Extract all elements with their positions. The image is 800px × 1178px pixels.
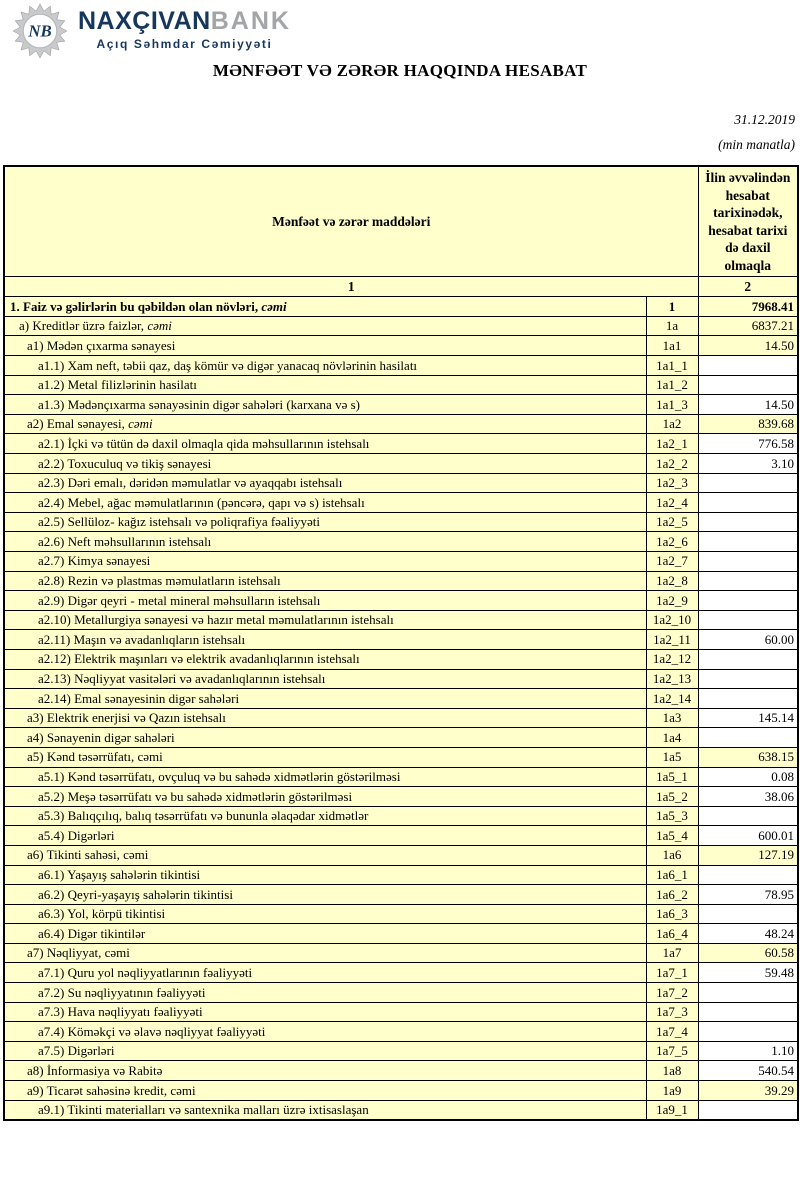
row-value-cell [698,591,798,611]
row-label: a2.7) Kimya sənayesi [38,553,151,569]
row-code-cell: 1a5 [646,747,698,767]
table-row [4,356,798,376]
table-row [4,943,798,963]
row-label-cell [4,571,646,591]
row-label-cell [4,1061,646,1081]
row-label: a6) Tikinti sahəsi, cəmi [27,847,149,863]
row-label: a7.5) Digərləri [38,1043,115,1059]
bank-logo-emblem-icon [12,3,68,59]
value-column-header: İlin əvvəlindən hesabat tarixinədək, hesabat tarixi də daxil olmaqla [698,166,798,277]
table-row [4,493,798,513]
table-row [4,904,798,924]
row-label-cell [4,885,646,905]
row-value-cell [698,571,798,591]
row-value-cell [698,493,798,513]
page-title: MƏNFƏƏT VƏ ZƏRƏR HAQQINDA HESABAT [212,61,588,80]
row-label: a7.2) Su nəqliyyatının fəaliyyəti [38,984,206,1000]
table-row [4,630,798,650]
table-row [4,473,798,493]
table-body [4,297,798,1120]
row-code-cell: 1a5_4 [646,826,698,846]
table-row [4,845,798,865]
row-label: a9.1) Tikinti materialları və santexnika malları üzrə ixtisaslaşan [38,1101,369,1117]
row-label: a1.1) Xam neft, təbii qaz, daş kömür və digər yanacaq növlərinin hasilatı [38,357,418,373]
table-row [4,983,798,1003]
row-label-cell [4,943,646,963]
row-value-cell [698,375,798,395]
row-value-cell: 14.50 [698,336,798,356]
table-row [4,689,798,709]
report-meta [718,113,795,153]
row-value-cell: 60.00 [698,630,798,650]
table-row [4,806,798,826]
value-column-number: 2 [698,277,798,297]
row-label: a7.3) Hava nəqliyyatı fəaliyyəti [38,1004,203,1020]
table-row [4,454,798,474]
row-label: a2.6) Neft məhsullarının istehsalı [38,533,212,549]
row-code-cell: 1a1_3 [646,395,698,415]
row-code-cell: 1a2_6 [646,532,698,552]
row-code-cell: 1a6 [646,845,698,865]
table-row [4,1022,798,1042]
row-label-cell [4,512,646,532]
row-label-cell [4,375,646,395]
row-label-cell [4,395,646,415]
row-value-cell [698,1002,798,1022]
row-label: a2.4) Mebel, ağac məmulatlarının (pəncərə, qapı və s) istehsalı [38,494,365,510]
table-row [4,963,798,983]
row-code-cell: 1a7_5 [646,1041,698,1061]
row-code-cell: 1a1_2 [646,375,698,395]
row-label-cell [4,865,646,885]
row-label: a4) Sənayenin digər sahələri [27,729,175,745]
table-row [4,1041,798,1061]
row-label-cell [4,414,646,434]
row-label-cell [4,454,646,474]
row-label-cell [4,1041,646,1061]
row-code-cell: 1a3 [646,708,698,728]
row-value-cell: 839.68 [698,414,798,434]
row-code-cell: 1a2_4 [646,493,698,513]
bank-wordmark [78,9,291,34]
row-code-cell: 1a8 [646,1061,698,1081]
table-row [4,787,798,807]
row-value-cell [698,512,798,532]
table-row [4,1081,798,1101]
row-value-cell [698,806,798,826]
table-row [4,571,798,591]
row-value-cell [698,669,798,689]
row-code-cell: 1a2_8 [646,571,698,591]
profit-loss-table [3,165,799,1121]
row-code-cell: 1a2_1 [646,434,698,454]
table-row [4,434,798,454]
row-value-cell [698,1022,798,1042]
row-label-cell [4,728,646,748]
row-value-cell: 0.08 [698,767,798,787]
row-code-cell: 1 [646,297,698,317]
row-value-cell: 145.14 [698,708,798,728]
row-label: a2.3) Dəri emalı, dəridən məmulatlar və ayaqqabı istehsalı [38,475,343,491]
row-label-cell [4,316,646,336]
row-value-cell [698,649,798,669]
table-row [4,708,798,728]
row-label-cell [4,473,646,493]
row-label-cell [4,493,646,513]
row-label-cell [4,983,646,1003]
row-value-cell: 39.29 [698,1081,798,1101]
row-label-cell [4,806,646,826]
table-row [4,512,798,532]
row-value-cell [698,1100,798,1120]
table-row [4,532,798,552]
row-value-cell: 59.48 [698,963,798,983]
table-row [4,336,798,356]
row-value-cell [698,552,798,572]
row-value-cell [698,689,798,709]
row-value-cell: 14.50 [698,395,798,415]
row-code-cell: 1a2_7 [646,552,698,572]
header-row-labels [4,166,798,277]
row-value-cell: 776.58 [698,434,798,454]
row-code-cell: 1a2 [646,414,698,434]
row-code-cell: 1a1 [646,336,698,356]
row-code-cell: 1a5_1 [646,767,698,787]
row-label-cell [4,845,646,865]
row-label-cell [4,610,646,630]
row-code-cell: 1a2_10 [646,610,698,630]
row-label-total-suffix: cəmi [128,416,153,432]
row-label: a8) İnformasiya və Rabitə [27,1062,163,1078]
row-value-cell: 540.54 [698,1061,798,1081]
row-value-cell: 6837.21 [698,316,798,336]
row-value-cell: 48.24 [698,924,798,944]
table-row [4,591,798,611]
row-label: a6.2) Qeyri-yaşayış sahələrin tikintisi [38,886,233,902]
row-label: a5) Kənd təsərrüfatı, cəmi [27,749,163,765]
row-code-cell: 1a2_2 [646,454,698,474]
table-row [4,316,798,336]
row-label: a5.4) Digərləri [38,827,115,843]
row-code-cell: 1a9 [646,1081,698,1101]
row-label-cell [4,708,646,728]
table-row [4,728,798,748]
row-label-cell [4,747,646,767]
bank-logo [12,3,291,59]
row-value-cell [698,473,798,493]
row-code-cell: 1a6_4 [646,924,698,944]
row-label-cell [4,1002,646,1022]
table-row [4,1002,798,1022]
row-label: a2.12) Elektrik maşınları və elektrik avadanlıqlarının istehsalı [38,651,360,667]
row-label-cell [4,630,646,650]
row-code-cell: 1a7_2 [646,983,698,1003]
row-label: 1. Faiz və gəlirlərin bu qəbildən olan növləri, [10,298,262,314]
table-row [4,747,798,767]
row-code-cell: 1a2_5 [646,512,698,532]
row-label-total-suffix: cəmi [261,298,287,314]
row-label-cell [4,689,646,709]
row-code-cell: 1a5_3 [646,806,698,826]
row-value-cell: 600.01 [698,826,798,846]
row-value-cell: 78.95 [698,885,798,905]
items-column-header: Mənfəət və zərər maddələri [4,166,698,277]
row-label-cell [4,787,646,807]
row-label: a7.1) Quru yol nəqliyyatlarının fəaliyyəti [38,964,253,980]
row-code-cell: 1a2_12 [646,649,698,669]
row-value-cell [698,610,798,630]
row-code-cell: 1a2_13 [646,669,698,689]
table-row [4,1100,798,1120]
header-row-numbers [4,277,798,297]
table-row [4,395,798,415]
unit-note: (min manatla) [718,136,795,152]
table-row [4,924,798,944]
row-label-cell [4,336,646,356]
table-header [4,166,798,297]
row-value-cell [698,532,798,552]
row-label-cell [4,924,646,944]
row-label: a3) Elektrik enerjisi və Qazın istehsalı [27,710,226,726]
row-label-cell [4,904,646,924]
row-value-cell: 60.58 [698,943,798,963]
row-label: a1) Mədən çıxarma sənayesi [27,337,176,353]
table-row [4,885,798,905]
row-code-cell: 1a [646,316,698,336]
row-label: a1.3) Mədənçıxarma sənayəsinin digər sahələri (karxana və s) [38,396,360,412]
row-label-cell [4,591,646,611]
row-label: a2.9) Digər qeyri - metal mineral məhsulların istehsalı [38,592,321,608]
row-label-cell [4,649,646,669]
row-value-cell: 38.06 [698,787,798,807]
row-value-cell [698,356,798,376]
row-value-cell [698,865,798,885]
table-row [4,1061,798,1081]
row-label-cell [4,1100,646,1120]
row-code-cell: 1a4 [646,728,698,748]
row-code-cell: 1a7_3 [646,1002,698,1022]
row-label-cell [4,963,646,983]
row-label-cell [4,297,646,317]
row-label: a2.8) Rezin və plastmas məmulatların istehsalı [38,573,281,589]
table-row [4,649,798,669]
bank-logo-text [78,3,291,51]
row-label-cell [4,1022,646,1042]
bank-monogram: NB [28,21,52,41]
table-row [4,375,798,395]
bank-name-primary: NAXÇIVAN [78,7,211,35]
row-code-cell: 1a2_9 [646,591,698,611]
table-row [4,669,798,689]
row-label: a2.13) Nəqliyyat vasitələri və avadanlıqlarının istehsalı [38,671,326,687]
row-code-cell: 1a6_1 [646,865,698,885]
table-row [4,414,798,434]
row-code-cell: 1a2_11 [646,630,698,650]
row-value-cell [698,904,798,924]
table-row [4,767,798,787]
row-label: a7.4) Köməkçi və əlavə nəqliyyat fəaliyyəti [38,1023,266,1039]
row-label: a) Kreditlər üzrə faizlər, [19,318,148,334]
row-label: a1.2) Metal filizlərinin hasilatı [38,377,197,393]
row-value-cell [698,983,798,1003]
row-label: a9) Ticarət sahəsinə kredit, cəmi [27,1082,196,1098]
row-label: a2.14) Emal sənayesinin digər sahələri [38,690,240,706]
row-code-cell: 1a9_1 [646,1100,698,1120]
items-column-number: 1 [4,277,698,297]
row-label: a2.11) Maşın və avadanlıqların istehsalı [38,631,246,647]
row-label-cell [4,532,646,552]
table-row [4,552,798,572]
row-value-cell: 638.15 [698,747,798,767]
table-row [4,610,798,630]
row-label: a6.3) Yol, körpü tikintisi [38,906,166,922]
row-label: a5.1) Kənd təsərrüfatı, ovçuluq və bu sahədə xidmətlərin göstərilməsi [38,769,401,784]
row-label-cell [4,356,646,376]
row-value-cell: 1.10 [698,1041,798,1061]
row-label: a5.3) Balıqçılıq, balıq təsərrüfatı və bununla əlaqədar xidmətlər [38,808,369,824]
row-label: a2.2) Toxuculuq və tikiş sənayesi [38,455,212,471]
row-code-cell: 1a5_2 [646,787,698,807]
row-value-cell [698,728,798,748]
row-label-cell [4,1081,646,1101]
row-label-cell [4,826,646,846]
table-row [4,826,798,846]
row-label-cell [4,767,646,787]
row-value-cell: 7968.41 [698,297,798,317]
row-label: a6.1) Yaşayış sahələrin tikintisi [38,866,201,882]
row-code-cell: 1a2_14 [646,689,698,709]
row-code-cell: 1a2_3 [646,473,698,493]
row-label: a2.1) İçki və tütün də daxil olmaqla qida məhsullarının istehsalı [38,435,370,451]
row-label: a2.5) Sellüloz- kağız istehsalı və poliqrafiya fəaliyyəti [38,514,320,530]
row-label: a7) Nəqliyyat, cəmi [27,945,130,961]
row-code-cell: 1a7_4 [646,1022,698,1042]
row-label: a5.2) Meşə təsərrüfatı və bu sahədə xidmətlərin göstərilməsi [38,788,353,804]
row-label: a2) Emal sənayesi, [27,416,129,432]
row-label: a6.4) Digər tikintilər [38,925,146,941]
table-row [4,297,798,317]
row-label-cell [4,552,646,572]
report-date: 31.12.2019 [734,112,795,127]
row-label-cell [4,669,646,689]
row-value-cell: 3.10 [698,454,798,474]
row-code-cell: 1a1_1 [646,356,698,376]
row-value-cell: 127.19 [698,845,798,865]
row-code-cell: 1a7_1 [646,963,698,983]
row-label-cell [4,434,646,454]
table-row [4,865,798,885]
row-label: a2.10) Metallurgiya sənayesi və hazır metal məmulatlarının istehsalı [38,612,394,628]
bank-subtitle: Açıq Səhmdar Cəmiyyəti [96,37,273,51]
row-code-cell: 1a6_2 [646,885,698,905]
bank-name-secondary: BANK [210,7,291,35]
row-label-total-suffix: cəmi [147,318,172,334]
row-code-cell: 1a7 [646,943,698,963]
row-code-cell: 1a6_3 [646,904,698,924]
